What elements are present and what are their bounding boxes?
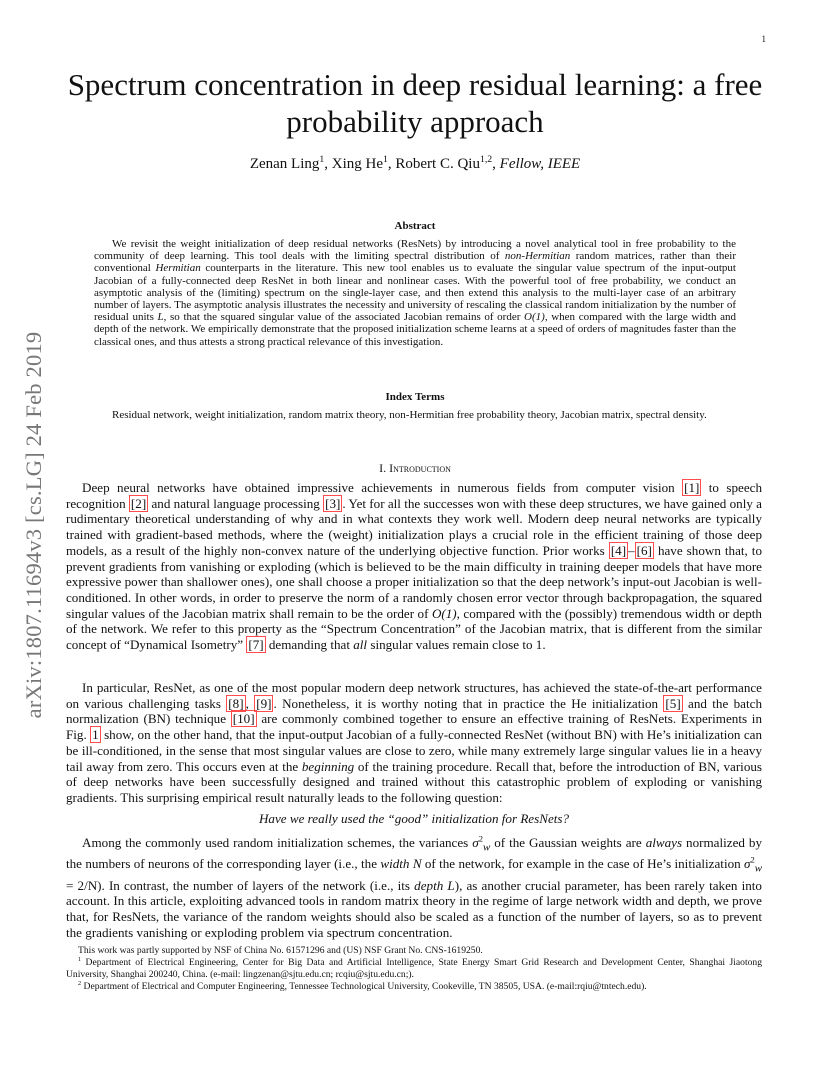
author-name: Xing He [331, 156, 383, 172]
author-name: Zenan Ling [249, 156, 320, 172]
citation-link[interactable]: [4] [610, 542, 627, 558]
citation-link[interactable]: [1] [684, 480, 700, 495]
intro-paragraph-3: Among the commonly used random initialization schemes, the variances $\sigma^2_w$ of the Gaussian weights are always normalized by the numbers of neurons of the corresponding layer (i.e., the width N of the network, for example in the case of He’s initialization $\sigma^2_w = 2/N$). In contrast, the number of layers of the network (i.e., its depth L), as another crucial parameter, has been rarely taken into account. In this article, exploiting advanced tools in random matrix theory in the regime of large network width and depth, we prove that, for ResNets, the variance of the random weights should also be scaled as a function of the number of layers, so as to prevent the gradients vanishing or exploding problem via spectrum concentration. [66, 833, 763, 940]
author-list: Zenan Ling$^1$, Xing He$^1$, Robert C. Qiu$^{1,2}$, Fellow, IEEE [249, 154, 581, 172]
intro-paragraph-1: Deep neural networks have obtained impressive achievements in numerous fields from computer vision [1] to speech recognition [2] and natural language processing [3] . Yet for all the successes won with these deep structures, we have gained only a rudimentary theoretical understanding of why and in what contexts they work well. Modern deep neural networks are typically trained with gradient-based methods, where the (weight) initialization plays a crucial role in the efficient training of those deep models, as a result of the highly non-convex nature of the underlying objective function. Prior works [4] – [6] have shown that, to prevent gradients from vanishing or exploding (which is believed to be the main difficulty in training deeper models that have more expressive power than shallower ones), one shall choose a proper initialization so that the deep network’s input-out Jacobian is well-conditioned. In other words, in order to preserve the norm of a randomly chosen error vector through backpropagation, the squared singular values of the Jacobian matrix shall remain to be the order of O(1), compared with the (possibly) tremendous width or depth of the network. We refer to this property as the “Spectrum Concentration” of the Jacobian matrix, that is different from the similar concept of “Dynamical Isometry” [7] demanding that all singular values remain close to 1. [66, 480, 762, 653]
citation-link[interactable]: [10] [232, 711, 255, 727]
citation-link[interactable]: [8] [228, 695, 244, 711]
index-terms-text: Residual network, weight initialization, random matrix theory, non-Hermitian free probability theory, Jacobian matrix, spectral density. [112, 409, 707, 421]
footnote-funding: This work was partly supported by NSF of China No. 61571296 and (US) NSF Grant No. CNS-1619250. [78, 945, 483, 956]
citation-link[interactable]: [3] [325, 495, 341, 511]
affiliation-mark: 1 [319, 154, 325, 165]
citation-link[interactable]: [7] [248, 637, 264, 653]
citation-link[interactable]: [5] [665, 695, 681, 711]
citation-link[interactable]: [2] [130, 495, 147, 511]
figure-link[interactable]: 1 [92, 727, 99, 743]
footnote-affiliation-1: $^1$ Department of Electrical Engineering, Center for Big Data and Artificial Intelligence, State Energy Smart Grid Research and Development Center, Shanghai Jiaotong University, Shanghai 200240, China. (e-mail: lingzenan@sjtu.edu.cn; rcqiu@sjtu.edu.cn;). [66, 955, 762, 980]
affiliation-mark: 1 [383, 154, 388, 165]
citation-link[interactable]: [6] [636, 542, 652, 558]
page-number: 1 [761, 34, 766, 44]
abstract-heading: Abstract [394, 220, 436, 232]
arxiv-sidebar [8, 290, 60, 760]
affiliation-mark: 1,2 [479, 154, 493, 165]
abstract-text: We revisit the weight initialization of deep residual networks (ResNets) by introducing a novel analytical tool in free probability to the community of deep learning. This tool deals with the limiting spectral distribution of non-Hermitian random matrices, rather than their conventional Hermitian counterparts in the literature. This new tool enables us to evaluate the singular value spectrum of the input-output Jacobian of a fully-connected deep ResNet in both linear and nonlinear cases. With the powerful tool of free probability, we conduct an asymptotic analysis of the (limiting) spectrum on the single-layer case, and then extend this analysis to the multi-layer case of an arbitrary number of layers. The asymptotic analysis illustrates the necessity and university of rescaling the classical random initialization by the number of residual units L, so that the squared singular value of the associated Jacobian remains of order O(1), when compared with the large width and depth of the network. We empirically demonstrate that the proposed initialization scheme learns at a speed of orders of magnitudes faster than the classical ones, and thus attests a strong practical relevance of this investigation. [94, 238, 736, 348]
index-terms-heading: Index Terms [385, 391, 445, 403]
arxiv-identifier: arXiv:1807.11694v3 [cs.LG] 24 Feb 2019 [21, 331, 46, 719]
section-heading: I. Introduction [379, 461, 451, 475]
research-question: Have we really used the “good” initialization for ResNets? [258, 811, 570, 826]
paper-title: Spectrum concentration in deep residual learning: a free probability approach [67, 67, 763, 139]
author-grade: Fellow, IEEE [499, 156, 581, 172]
author-name: Robert C. Qiu [395, 156, 480, 172]
intro-paragraph-2: In particular, ResNet, as one of the most popular modern deep network structures, has achieved the state-of-the-art performance on various challenging tasks [8] , [9] . Nonetheless, it is worthy noting that in practice the He initialization [5] and the batch normalization (BN) technique [10] are commonly combined together to ensure an effective training of ResNets. Experiments in Fig. 1 show, on the other hand, that the input-output Jacobian of a fully-connected ResNet (without BN) with He’s initialization can be ill-conditioned, in the sense that most singular values are close to zero, while many extremely large singular values lie in a heavy tail away from zero. This occurs even at the beginning of the training procedure. Recall that, before the introduction of BN, various of deep networks have been successfully designed and trained without this catastrophic problem of exploding or vanishing gradients. This surprising empirical result naturally leads to the following question: [66, 680, 763, 805]
citation-link[interactable]: [9] [256, 695, 272, 711]
footnote-affiliation-2: $^2$ Department of Electrical and Computer Engineering, Tennessee Technological University, Cookeville, TN 38505, USA. (e-mail:rqiu@tntech.edu). [78, 979, 647, 992]
